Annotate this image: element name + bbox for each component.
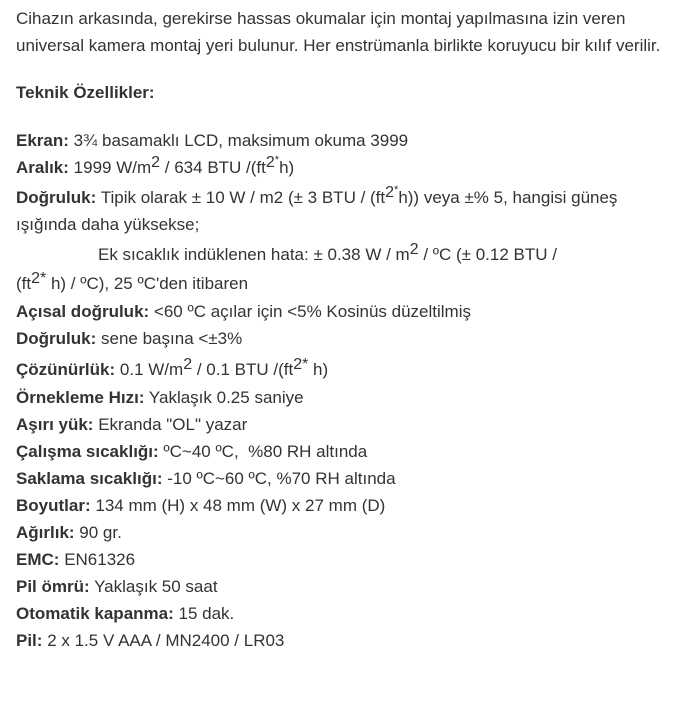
spec-label: Örnekleme Hızı:: [16, 388, 145, 407]
spec-value: sene başına <±3%: [101, 329, 243, 348]
spec-value: (ft: [16, 274, 32, 293]
spec-label: Pil:: [16, 631, 43, 650]
spec-value: 0.1 W/m: [119, 360, 184, 379]
spec-value: h)) veya ±% 5, hangisi güneş ışığında daha yüksekse;: [16, 188, 618, 234]
spec-asiri-yuk: [16, 411, 678, 438]
superscript: 2: [183, 356, 193, 373]
spec-calisma-sicakligi: [16, 438, 678, 465]
spec-label: Çözünürlük:: [16, 360, 116, 379]
spec-list: [16, 127, 678, 654]
spec-label: Aşırı yük:: [16, 415, 94, 434]
spec-value: h): [313, 360, 329, 379]
document-body: [16, 0, 678, 654]
spec-saklama-sicakligi: [16, 465, 678, 492]
superscript: 2: [409, 241, 419, 258]
spec-ek-hata: [16, 240, 678, 298]
spec-value: 2 x 1.5 V AAA / MN2400 / LR03: [47, 631, 285, 650]
spec-label: Doğruluk:: [16, 329, 97, 348]
spec-value: Ekranda "OL" yazar: [98, 415, 248, 434]
spec-label: Ağırlık:: [16, 523, 75, 542]
spec-value: 1999 W/m: [73, 158, 152, 177]
intro-paragraph: Cihazın arkasında, gerekirse hassas okumalar için montaj yapılmasına izin veren universal kamera montaj yeri bulunur. Her enstrümanla birlikte koruyucu bir kılıf verilir.: [16, 9, 661, 55]
spec-label: Aralık:: [16, 158, 69, 177]
spec-value: Yaklaşık 50 saat: [94, 577, 218, 596]
spec-dogruluk: [16, 184, 678, 238]
spec-value: Ek sıcaklık indüklenen hata: ± 0.38 W / m: [98, 245, 410, 264]
spec-value: 15 dak.: [178, 604, 235, 623]
spec-label: Ekran:: [16, 131, 69, 150]
spec-acisal-dogruluk: [16, 298, 678, 325]
spec-label: EMC:: [16, 550, 60, 569]
spec-value: h) / ºC), 25 ºC'den itibaren: [50, 274, 249, 293]
superscript: 2*: [265, 154, 280, 171]
spec-boyutlar: [16, 492, 678, 519]
spec-label: Doğruluk:: [16, 188, 97, 207]
superscript: 2: [151, 154, 161, 171]
spec-emc: [16, 546, 678, 573]
spec-value: 90 gr.: [79, 523, 122, 542]
spec-value: Yaklaşık 0.25 saniye: [148, 388, 304, 407]
spec-value: Tipik olarak ± 10 W / m2 (± 3 BTU / (ft: [100, 188, 386, 207]
spec-agirlik: [16, 519, 678, 546]
spec-label: Saklama sıcaklığı:: [16, 469, 163, 488]
superscript: 2*: [293, 356, 309, 373]
spec-label: Otomatik kapanma:: [16, 604, 174, 623]
spec-value: EN61326: [64, 550, 136, 569]
spec-pil: [16, 627, 678, 654]
spec-label: Boyutlar:: [16, 496, 91, 515]
spec-value: ºC~40 ºC, %80 RH altında: [163, 442, 368, 461]
spec-value: 134 mm (H) x 48 mm (W) x 27 mm (D): [95, 496, 386, 515]
spec-label: Çalışma sıcaklığı:: [16, 442, 159, 461]
spec-value: / ºC (± 0.12 BTU /: [423, 245, 557, 264]
spec-value: h): [279, 158, 295, 177]
superscript: 2*: [31, 270, 47, 287]
section-heading: Teknik Özellikler:: [16, 83, 155, 102]
spec-value: / 0.1 BTU /(ft: [196, 360, 294, 379]
spec-value: -10 ºC~60 ºC, %70 RH altında: [167, 469, 396, 488]
spec-pil-omru: [16, 573, 678, 600]
spec-label: Pil ömrü:: [16, 577, 90, 596]
spec-label: Açısal doğruluk:: [16, 302, 150, 321]
spec-ornekleme-hizi: [16, 384, 678, 411]
spec-cozunurluk: [16, 356, 678, 384]
spec-value: 3¾ basamaklı LCD, maksimum okuma 3999: [73, 131, 409, 150]
spec-value: <60 ºC açılar için <5% Kosinüs düzeltilmiş: [153, 302, 471, 321]
superscript: 2*: [385, 184, 399, 201]
spec-ekran: [16, 127, 678, 154]
spec-value: / 634 BTU /(ft: [164, 158, 266, 177]
spec-otomatik-kapanma: [16, 600, 678, 627]
spec-aralik: [16, 154, 678, 182]
spec-dogruluk-yillik: [16, 325, 678, 352]
